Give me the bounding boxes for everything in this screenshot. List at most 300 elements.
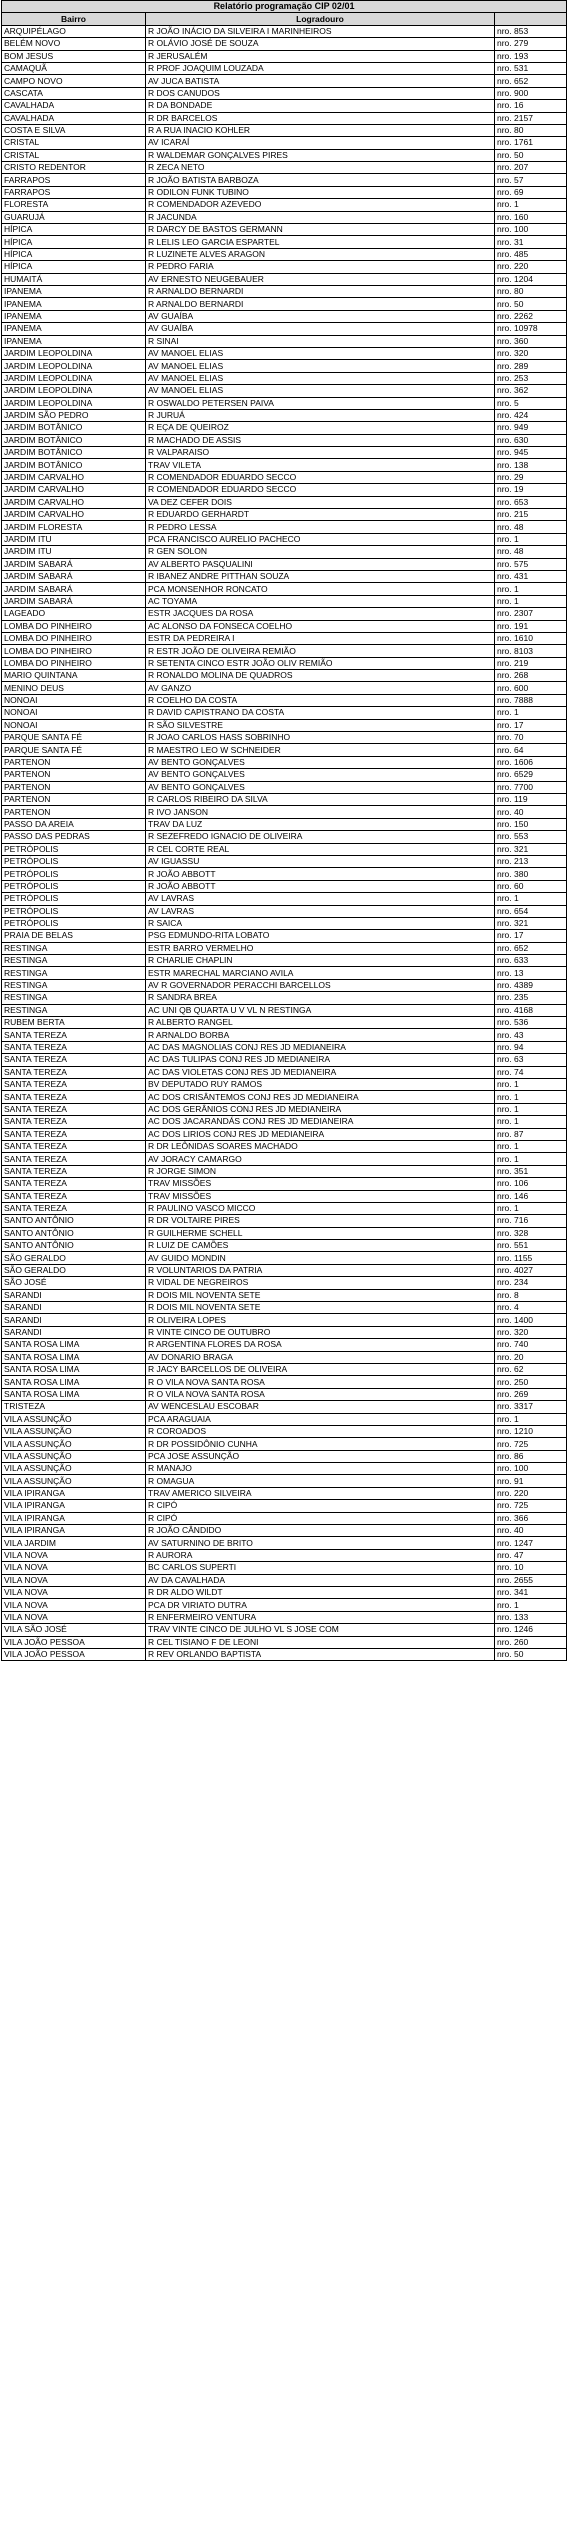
cell-bairro: SANTA TEREZA xyxy=(2,1041,146,1053)
cell-bairro: JARDIM CARVALHO xyxy=(2,484,146,496)
table-row xyxy=(2,694,567,706)
table-row xyxy=(2,781,567,793)
table-row xyxy=(2,521,567,533)
table-row xyxy=(2,831,567,843)
cell-logradouro: R GUILHERME SCHELL xyxy=(146,1227,495,1239)
cell-numero: nro. 31 xyxy=(495,236,567,248)
cell-logradouro: AV MANOEL ELIAS xyxy=(146,347,495,359)
table-row xyxy=(2,1029,567,1041)
table-row xyxy=(2,1537,567,1549)
cell-bairro: CAVALHADA xyxy=(2,100,146,112)
cell-numero: nro. 207 xyxy=(495,162,567,174)
table-row xyxy=(2,211,567,223)
cell-bairro: PASSO DAS PEDRAS xyxy=(2,831,146,843)
cell-bairro: SANTA TEREZA xyxy=(2,1091,146,1103)
cell-bairro: PARTENON xyxy=(2,806,146,818)
cell-bairro: LOMBA DO PINHEIRO xyxy=(2,657,146,669)
cell-logradouro: R DR BARCELOS xyxy=(146,112,495,124)
cell-numero: nro. 1 xyxy=(495,1599,567,1611)
cell-logradouro: AV GANZO xyxy=(146,682,495,694)
cell-bairro: PETRÓPOLIS xyxy=(2,868,146,880)
cell-logradouro: AV IGUASSU xyxy=(146,855,495,867)
cell-logradouro: R EÇA DE QUEIROZ xyxy=(146,422,495,434)
cell-bairro: PARQUE SANTA FÉ xyxy=(2,732,146,744)
cell-bairro: JARDIM LEOPOLDINA xyxy=(2,347,146,359)
cell-bairro: LOMBA DO PINHEIRO xyxy=(2,645,146,657)
cell-bairro: PARTENON xyxy=(2,781,146,793)
table-row xyxy=(2,347,567,359)
cell-bairro: SANTO ANTÔNIO xyxy=(2,1240,146,1252)
table-row xyxy=(2,1401,567,1413)
table-row xyxy=(2,335,567,347)
cell-bairro: SANTA ROSA LIMA xyxy=(2,1363,146,1375)
cell-bairro: VILA ASSUNÇÃO xyxy=(2,1425,146,1437)
report-body xyxy=(2,25,567,1661)
table-row xyxy=(2,1289,567,1301)
cell-bairro: JARDIM SABARÁ xyxy=(2,570,146,582)
cell-numero: nro. 1 xyxy=(495,1078,567,1090)
cell-numero: nro. 1247 xyxy=(495,1537,567,1549)
cell-numero: nro. 3317 xyxy=(495,1401,567,1413)
cell-bairro: SANTA TEREZA xyxy=(2,1140,146,1152)
table-row xyxy=(2,955,567,967)
cell-logradouro: ESTR JACQUES DA ROSA xyxy=(146,608,495,620)
cell-logradouro: R JOAO CARLOS HASS SOBRINHO xyxy=(146,732,495,744)
table-row xyxy=(2,248,567,260)
cell-numero: nro. 630 xyxy=(495,434,567,446)
cell-bairro: VILA ASSUNÇÃO xyxy=(2,1413,146,1425)
table-row xyxy=(2,1103,567,1115)
cell-logradouro: PSG EDMUNDO-RITA LOBATO xyxy=(146,930,495,942)
cell-numero: nro. 50 xyxy=(495,298,567,310)
cell-bairro: SANTA TEREZA xyxy=(2,1153,146,1165)
cell-logradouro: TRAV VINTE CINCO DE JULHO VL S JOSE COM xyxy=(146,1624,495,1636)
cell-numero: nro. 1610 xyxy=(495,632,567,644)
table-row xyxy=(2,868,567,880)
cell-bairro: JARDIM CARVALHO xyxy=(2,471,146,483)
cell-logradouro: AV DONARIO BRAGA xyxy=(146,1351,495,1363)
cell-bairro: HÍPICA xyxy=(2,224,146,236)
table-row xyxy=(2,794,567,806)
cell-logradouro: AC ALONSO DA FONSECA COELHO xyxy=(146,620,495,632)
cell-logradouro: AV LAVRAS xyxy=(146,905,495,917)
cell-bairro: CASCATA xyxy=(2,87,146,99)
cell-logradouro: AV BENTO GONÇALVES xyxy=(146,781,495,793)
cell-numero: nro. 362 xyxy=(495,385,567,397)
cell-logradouro: R CHARLIE CHAPLIN xyxy=(146,955,495,967)
cell-logradouro: R SETENTA CINCO ESTR JOÃO OLIV REMIÃO xyxy=(146,657,495,669)
cell-logradouro: AC DOS LIRIOS CONJ RES JD MEDIANEIRA xyxy=(146,1128,495,1140)
cell-bairro: VILA JOÃO PESSOA xyxy=(2,1648,146,1660)
cell-numero: nro. 13 xyxy=(495,967,567,979)
cell-logradouro: R COMENDADOR EDUARDO SECCO xyxy=(146,484,495,496)
cell-logradouro: R JACUNDA xyxy=(146,211,495,223)
cell-logradouro: PCA MONSENHOR RONCATO xyxy=(146,583,495,595)
cell-logradouro: R LUIZ DE CAMÕES xyxy=(146,1240,495,1252)
table-row xyxy=(2,174,567,186)
table-row xyxy=(2,546,567,558)
table-row xyxy=(2,1475,567,1487)
cell-bairro: PARQUE SANTA FÉ xyxy=(2,744,146,756)
table-row xyxy=(2,1648,567,1660)
table-row xyxy=(2,1017,567,1029)
cell-logradouro: R COMENDADOR AZEVEDO xyxy=(146,199,495,211)
cell-bairro: JARDIM SABARÁ xyxy=(2,558,146,570)
cell-bairro: JARDIM BOTÂNICO xyxy=(2,434,146,446)
cell-numero: nro. 253 xyxy=(495,372,567,384)
cell-bairro: JARDIM BOTÂNICO xyxy=(2,459,146,471)
table-row xyxy=(2,1004,567,1016)
cell-numero: nro. 1 xyxy=(495,533,567,545)
table-row xyxy=(2,137,567,149)
cell-bairro: CRISTAL xyxy=(2,149,146,161)
cell-bairro: VILA JARDIM xyxy=(2,1537,146,1549)
table-row xyxy=(2,1339,567,1351)
cell-logradouro: R ENFERMEIRO VENTURA xyxy=(146,1611,495,1623)
cell-logradouro: R JOÃO ABBOTT xyxy=(146,880,495,892)
cell-bairro: JARDIM LEOPOLDINA xyxy=(2,372,146,384)
cell-numero: nro. 1 xyxy=(495,1103,567,1115)
table-row xyxy=(2,893,567,905)
cell-logradouro: AV R GOVERNADOR PERACCHI BARCELLOS xyxy=(146,979,495,991)
table-row xyxy=(2,1091,567,1103)
cell-bairro: RESTINGA xyxy=(2,1004,146,1016)
column-header-bairro: Bairro xyxy=(2,13,146,25)
cell-bairro: BOM JESUS xyxy=(2,50,146,62)
table-row xyxy=(2,434,567,446)
cell-bairro: SANTA TEREZA xyxy=(2,1190,146,1202)
cell-logradouro: R JOÃO INÁCIO DA SILVEIRA I MARINHEIROS xyxy=(146,25,495,37)
cell-logradouro: R DA BONDADE xyxy=(146,100,495,112)
cell-numero: nro. 235 xyxy=(495,992,567,1004)
cell-logradouro: R JURUÁ xyxy=(146,409,495,421)
table-row xyxy=(2,769,567,781)
table-row xyxy=(2,1512,567,1524)
column-header-logradouro: Logradouro xyxy=(146,13,495,25)
table-row xyxy=(2,1078,567,1090)
cell-logradouro: AC UNI QB QUARTA U V VL N RESTINGA xyxy=(146,1004,495,1016)
cell-logradouro: R CEL TISIANO F DE LEONI xyxy=(146,1636,495,1648)
cell-numero: nro. 6529 xyxy=(495,769,567,781)
cell-numero: nro. 48 xyxy=(495,521,567,533)
cell-bairro: NONOAI xyxy=(2,719,146,731)
cell-bairro: SARANDI xyxy=(2,1314,146,1326)
cell-numero: nro. 138 xyxy=(495,459,567,471)
table-row xyxy=(2,1624,567,1636)
cell-numero: nro. 945 xyxy=(495,447,567,459)
cell-logradouro: R LUZINETE ALVES ARAGON xyxy=(146,248,495,260)
cell-logradouro: R JERUSALÉM xyxy=(146,50,495,62)
title-row xyxy=(2,1,567,13)
cell-logradouro: AC DOS CRISÂNTEMOS CONJ RES JD MEDIANEIRA xyxy=(146,1091,495,1103)
cell-logradouro: R OMAGUA xyxy=(146,1475,495,1487)
cell-numero: nro. 119 xyxy=(495,794,567,806)
cell-numero: nro. 1 xyxy=(495,1140,567,1152)
cell-logradouro: PCA JOSE ASSUNÇÃO xyxy=(146,1450,495,1462)
table-row xyxy=(2,1066,567,1078)
cell-bairro: SANTA ROSA LIMA xyxy=(2,1376,146,1388)
table-row xyxy=(2,323,567,335)
cell-numero: nro. 652 xyxy=(495,942,567,954)
cell-logradouro: AV ALBERTO PASQUALINI xyxy=(146,558,495,570)
cell-logradouro: R DOIS MIL NOVENTA SETE xyxy=(146,1302,495,1314)
cell-bairro: LOMBA DO PINHEIRO xyxy=(2,620,146,632)
cell-numero: nro. 1 xyxy=(495,707,567,719)
cell-logradouro: R JOÃO ABBOTT xyxy=(146,868,495,880)
table-row xyxy=(2,1277,567,1289)
cell-numero: nro. 269 xyxy=(495,1388,567,1400)
cell-logradouro: AV SATURNINO DE BRITO xyxy=(146,1537,495,1549)
cell-bairro: GUARUJÁ xyxy=(2,211,146,223)
cell-logradouro: ESTR BARRO VERMELHO xyxy=(146,942,495,954)
cell-numero: nro. 725 xyxy=(495,1438,567,1450)
cell-bairro: CAMAQUÃ xyxy=(2,62,146,74)
table-row xyxy=(2,682,567,694)
cell-logradouro: TRAV VILETA xyxy=(146,459,495,471)
cell-numero: nro. 87 xyxy=(495,1128,567,1140)
cell-numero: nro. 40 xyxy=(495,1525,567,1537)
cell-numero: nro. 220 xyxy=(495,261,567,273)
cell-numero: nro. 64 xyxy=(495,744,567,756)
cell-bairro: VILA NOVA xyxy=(2,1599,146,1611)
cell-numero: nro. 4389 xyxy=(495,979,567,991)
cell-numero: nro. 1400 xyxy=(495,1314,567,1326)
cell-numero: nro. 654 xyxy=(495,905,567,917)
table-row xyxy=(2,1574,567,1586)
cell-logradouro: R COROADOS xyxy=(146,1425,495,1437)
table-row xyxy=(2,1153,567,1165)
cell-numero: nro. 653 xyxy=(495,496,567,508)
cell-bairro: CRISTAL xyxy=(2,137,146,149)
cell-bairro: VILA JOÃO PESSOA xyxy=(2,1636,146,1648)
cell-logradouro: AV MANOEL ELIAS xyxy=(146,360,495,372)
table-row xyxy=(2,1227,567,1239)
cell-logradouro: R ODILON FUNK TUBINO xyxy=(146,186,495,198)
cell-logradouro: R JOÃO CÂNDIDO xyxy=(146,1525,495,1537)
cell-numero: nro. 150 xyxy=(495,818,567,830)
cell-logradouro: R DOS CANUDOS xyxy=(146,87,495,99)
cell-logradouro: TRAV MISSÕES xyxy=(146,1178,495,1190)
cell-bairro: SANTA TEREZA xyxy=(2,1128,146,1140)
column-header-numero xyxy=(495,13,567,25)
cell-logradouro: AC DOS JACARANDÁS CONJ RES JD MEDIANEIRA xyxy=(146,1116,495,1128)
cell-logradouro: AC DAS VIOLETAS CONJ RES JD MEDIANEIRA xyxy=(146,1066,495,1078)
cell-logradouro: AV MANOEL ELIAS xyxy=(146,372,495,384)
cell-numero: nro. 100 xyxy=(495,1463,567,1475)
cell-logradouro: R O VILA NOVA SANTA ROSA xyxy=(146,1376,495,1388)
cell-bairro: VILA SÃO JOSÉ xyxy=(2,1624,146,1636)
cell-logradouro: AV JORACY CAMARGO xyxy=(146,1153,495,1165)
cell-bairro: SANTA TEREZA xyxy=(2,1116,146,1128)
cell-bairro: SANTA ROSA LIMA xyxy=(2,1339,146,1351)
table-row xyxy=(2,880,567,892)
table-row xyxy=(2,1302,567,1314)
table-row xyxy=(2,1376,567,1388)
table-row xyxy=(2,224,567,236)
cell-numero: nro. 4168 xyxy=(495,1004,567,1016)
cell-numero: nro. 50 xyxy=(495,1648,567,1660)
cell-logradouro: R PAULINO VASCO MICCO xyxy=(146,1202,495,1214)
table-row xyxy=(2,1363,567,1375)
cell-bairro: PARTENON xyxy=(2,794,146,806)
table-row xyxy=(2,87,567,99)
table-row xyxy=(2,855,567,867)
cell-bairro: COSTA E SILVA xyxy=(2,124,146,136)
table-row xyxy=(2,1140,567,1152)
cell-numero: nro. 47 xyxy=(495,1549,567,1561)
table-row xyxy=(2,372,567,384)
cell-bairro: FARRAPOS xyxy=(2,186,146,198)
cell-numero: nro. 652 xyxy=(495,75,567,87)
table-row xyxy=(2,1636,567,1648)
cell-logradouro: BV DEPUTADO RUY RAMOS xyxy=(146,1078,495,1090)
cell-bairro: VILA ASSUNÇÃO xyxy=(2,1438,146,1450)
cell-bairro: VILA ASSUNÇÃO xyxy=(2,1475,146,1487)
cell-numero: nro. 1606 xyxy=(495,756,567,768)
cell-logradouro: AV LAVRAS xyxy=(146,893,495,905)
cell-logradouro: BC CARLOS SUPERTI xyxy=(146,1562,495,1574)
cell-logradouro: R OLIVEIRA LOPES xyxy=(146,1314,495,1326)
cell-numero: nro. 220 xyxy=(495,1487,567,1499)
cell-logradouro: R ARNALDO BERNARDI xyxy=(146,285,495,297)
cell-numero: nro. 289 xyxy=(495,360,567,372)
table-row xyxy=(2,273,567,285)
cell-logradouro: R CARLOS RIBEIRO DA SILVA xyxy=(146,794,495,806)
table-row xyxy=(2,149,567,161)
cell-numero: nro. 86 xyxy=(495,1450,567,1462)
cell-logradouro: R MANAJO xyxy=(146,1463,495,1475)
cell-logradouro: R OSWALDO PETERSEN PAIVA xyxy=(146,397,495,409)
table-row xyxy=(2,1525,567,1537)
table-row xyxy=(2,1215,567,1227)
table-row xyxy=(2,100,567,112)
cell-logradouro: R VINTE CINCO DE OUTUBRO xyxy=(146,1326,495,1338)
table-row xyxy=(2,1438,567,1450)
cell-numero: nro. 600 xyxy=(495,682,567,694)
cell-numero: nro. 320 xyxy=(495,347,567,359)
cell-bairro: ARQUIPÉLAGO xyxy=(2,25,146,37)
cell-bairro: PETRÓPOLIS xyxy=(2,843,146,855)
cell-numero: nro. 146 xyxy=(495,1190,567,1202)
cell-numero: nro. 1 xyxy=(495,1116,567,1128)
cell-numero: nro. 351 xyxy=(495,1165,567,1177)
cell-numero: nro. 80 xyxy=(495,124,567,136)
cell-numero: nro. 160 xyxy=(495,211,567,223)
cell-numero: nro. 48 xyxy=(495,546,567,558)
cell-bairro: PETRÓPOLIS xyxy=(2,905,146,917)
cell-logradouro: AC DOS GERÂNIOS CONJ RES JD MEDIANEIRA xyxy=(146,1103,495,1115)
cell-numero: nro. 10978 xyxy=(495,323,567,335)
cell-logradouro: R SÃO SILVESTRE xyxy=(146,719,495,731)
cell-numero: nro. 1 xyxy=(495,893,567,905)
cell-numero: nro. 725 xyxy=(495,1500,567,1512)
cell-bairro: PETRÓPOLIS xyxy=(2,880,146,892)
cell-numero: nro. 1761 xyxy=(495,137,567,149)
cell-bairro: RESTINGA xyxy=(2,979,146,991)
cell-numero: nro. 57 xyxy=(495,174,567,186)
cell-bairro: SANTA TEREZA xyxy=(2,1029,146,1041)
table-row xyxy=(2,843,567,855)
cell-numero: nro. 94 xyxy=(495,1041,567,1053)
cell-logradouro: AC TOYAMA xyxy=(146,595,495,607)
cell-numero: nro. 4 xyxy=(495,1302,567,1314)
cell-bairro: HÍPICA xyxy=(2,236,146,248)
cell-logradouro: R JORGE SIMON xyxy=(146,1165,495,1177)
table-row xyxy=(2,447,567,459)
table-row xyxy=(2,459,567,471)
table-row xyxy=(2,979,567,991)
cell-bairro: SANTA TEREZA xyxy=(2,1066,146,1078)
cell-logradouro: TRAV DA LUZ xyxy=(146,818,495,830)
table-row xyxy=(2,967,567,979)
table-row xyxy=(2,707,567,719)
cell-numero: nro. 69 xyxy=(495,186,567,198)
cell-bairro: TRISTEZA xyxy=(2,1401,146,1413)
table-row xyxy=(2,236,567,248)
cell-bairro: PARTENON xyxy=(2,769,146,781)
cell-numero: nro. 8103 xyxy=(495,645,567,657)
cell-numero: nro. 19 xyxy=(495,484,567,496)
table-row xyxy=(2,397,567,409)
cell-logradouro: ESTR DA PEDREIRA I xyxy=(146,632,495,644)
cell-numero: nro. 80 xyxy=(495,285,567,297)
table-row xyxy=(2,1054,567,1066)
cell-bairro: JARDIM CARVALHO xyxy=(2,509,146,521)
cell-logradouro: AC DAS TULIPAS CONJ RES JD MEDIANEIRA xyxy=(146,1054,495,1066)
table-row xyxy=(2,162,567,174)
cell-numero: nro. 1 xyxy=(495,583,567,595)
cell-logradouro: R CIPÓ xyxy=(146,1500,495,1512)
cell-bairro: JARDIM FLORESTA xyxy=(2,521,146,533)
cell-bairro: NONOAI xyxy=(2,707,146,719)
cell-bairro: PARTENON xyxy=(2,756,146,768)
table-row xyxy=(2,942,567,954)
cell-logradouro: R IBANEZ ANDRE PITTHAN SOUZA xyxy=(146,570,495,582)
table-row xyxy=(2,1314,567,1326)
cell-bairro: RESTINGA xyxy=(2,955,146,967)
cell-bairro: HÍPICA xyxy=(2,261,146,273)
table-row xyxy=(2,1252,567,1264)
table-row xyxy=(2,1562,567,1574)
table-row xyxy=(2,1413,567,1425)
table-row xyxy=(2,1326,567,1338)
cell-numero: nro. 279 xyxy=(495,38,567,50)
table-row xyxy=(2,533,567,545)
cell-bairro: SANTA TEREZA xyxy=(2,1103,146,1115)
cell-logradouro: R SAICA xyxy=(146,917,495,929)
table-row xyxy=(2,1190,567,1202)
cell-numero: nro. 74 xyxy=(495,1066,567,1078)
cell-numero: nro. 1 xyxy=(495,595,567,607)
cell-numero: nro. 366 xyxy=(495,1512,567,1524)
table-row xyxy=(2,620,567,632)
table-row xyxy=(2,1599,567,1611)
table-row xyxy=(2,422,567,434)
cell-logradouro: TRAV AMERICO SILVEIRA xyxy=(146,1487,495,1499)
table-row xyxy=(2,1351,567,1363)
cell-logradouro: R PEDRO LESSA xyxy=(146,521,495,533)
cell-bairro: SANTA ROSA LIMA xyxy=(2,1351,146,1363)
cell-logradouro: R IVO JANSON xyxy=(146,806,495,818)
table-row xyxy=(2,50,567,62)
cell-numero: nro. 43 xyxy=(495,1029,567,1041)
cell-bairro: SANTA TEREZA xyxy=(2,1202,146,1214)
cell-logradouro: R DAVID CAPISTRANO DA COSTA xyxy=(146,707,495,719)
cell-bairro: JARDIM SABARÁ xyxy=(2,595,146,607)
table-row xyxy=(2,632,567,644)
cell-numero: nro. 633 xyxy=(495,955,567,967)
cell-numero: nro. 50 xyxy=(495,149,567,161)
